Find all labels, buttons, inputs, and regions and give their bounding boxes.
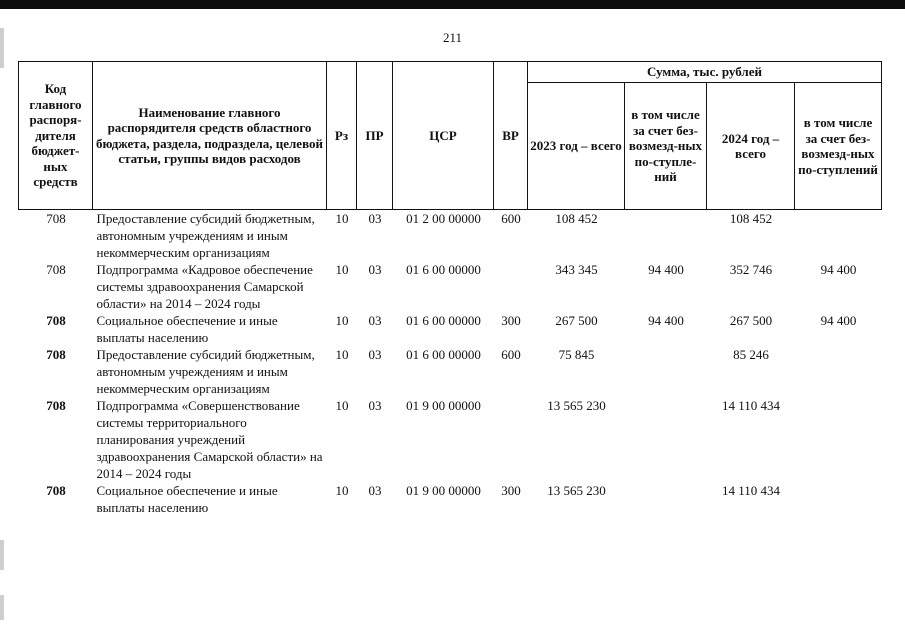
row-rz: 10 (335, 211, 349, 226)
header-vr: ВР (494, 62, 528, 210)
row-2024-total: 85 246 (733, 347, 769, 362)
row-pr: 03 (368, 262, 382, 277)
row-vr: 300 (501, 483, 521, 498)
header-sum-group: Сумма, тыс. рублей (528, 62, 882, 83)
header-2024-free: в том числе за счет без-возмезд-ных по-ступлений (795, 83, 882, 210)
row-2024-total: 108 452 (729, 211, 773, 226)
row-rz: 10 (335, 313, 349, 328)
header-pr: ПР (357, 62, 393, 210)
row-2024-total: 267 500 (729, 313, 773, 328)
row-csr: 01 6 00 00000 (406, 313, 481, 328)
row-pr: 03 (368, 313, 382, 328)
header-2023-free: в том числе за счет без-возмезд-ных по-ступле-ний (625, 83, 707, 210)
budget-table (18, 61, 882, 516)
row-code: 708 (46, 313, 66, 328)
row-pr: 03 (368, 398, 382, 413)
row-name: Социальное обеспечение и иные выплаты населению (96, 313, 278, 345)
table-row (19, 397, 882, 482)
table-row (19, 261, 882, 312)
row-2024-free (795, 482, 882, 516)
row-2024-total: 352 746 (729, 262, 773, 277)
row-rz: 10 (335, 483, 349, 498)
row-vr: 600 (501, 347, 521, 362)
row-rz: 10 (335, 347, 349, 362)
row-2024-free (795, 397, 882, 482)
row-2023-free (625, 210, 707, 262)
row-code: 708 (46, 347, 66, 362)
row-2023-free (625, 397, 707, 482)
row-name: Социальное обеспечение и иные выплаты населению (96, 483, 278, 515)
row-2024-total: 14 110 434 (721, 483, 781, 498)
row-2023-total: 267 500 (555, 313, 598, 328)
scan-edge-mark (0, 540, 4, 570)
row-csr: 01 6 00 00000 (406, 347, 481, 362)
row-2023-total: 13 565 230 (547, 483, 606, 498)
row-2023-total: 75 845 (558, 347, 595, 362)
table-row (19, 482, 882, 516)
row-vr (494, 397, 528, 482)
header-2024-total: 2024 год – всего (707, 83, 795, 210)
row-csr: 01 6 00 00000 (406, 262, 481, 277)
row-2024-free: 94 400 (820, 313, 857, 328)
row-pr: 03 (368, 211, 382, 226)
row-name: Подпрограмма «Совершенствование системы территориального планирования учреждений здравоохранения Самарской области» на 2014 – 2024 годы (96, 398, 323, 481)
row-code: 708 (46, 398, 66, 413)
row-2023-total: 108 452 (555, 211, 598, 226)
row-name: Подпрограмма «Кадровое обеспечение системы здравоохранения Самарской области» на 2014 – 2024 годы (96, 262, 313, 311)
row-code: 708 (46, 262, 66, 277)
budget-table-container (18, 61, 882, 516)
row-vr: 300 (501, 313, 521, 328)
row-2024-free: 94 400 (820, 262, 857, 277)
row-pr: 03 (368, 483, 382, 498)
row-2024-total: 14 110 434 (721, 398, 781, 413)
row-2024-free (795, 210, 882, 262)
row-csr: 01 9 00 00000 (406, 398, 481, 413)
page-number: 211 (442, 30, 463, 45)
row-2023-free (625, 346, 707, 397)
header-csr: ЦСР (393, 62, 494, 210)
row-name: Предоставление субсидий бюджетным, автономным учреждениям и иным некоммерческим организациям (96, 347, 315, 396)
table-row (19, 346, 882, 397)
row-2023-total: 13 565 230 (547, 398, 606, 413)
row-2024-free (795, 346, 882, 397)
row-csr: 01 2 00 00000 (406, 211, 481, 226)
row-csr: 01 9 00 00000 (406, 483, 481, 498)
table-header-row (19, 62, 882, 83)
scan-top-edge (0, 0, 905, 9)
header-code: Код главного распоря-дителя бюджет-ных средств (19, 62, 93, 210)
row-vr (494, 261, 528, 312)
table-row (19, 312, 882, 346)
row-2023-total: 343 345 (555, 262, 598, 277)
header-2023-total: 2023 год – всего (528, 83, 625, 210)
row-pr: 03 (368, 347, 382, 362)
row-2023-free: 94 400 (648, 313, 684, 328)
table-row (19, 210, 882, 262)
row-code: 708 (46, 483, 66, 498)
row-2023-free: 94 400 (648, 262, 684, 277)
row-rz: 10 (335, 398, 349, 413)
row-rz: 10 (335, 262, 349, 277)
row-name: Предоставление субсидий бюджетным, автономным учреждениям и иным некоммерческим организациям (96, 211, 315, 260)
row-code: 708 (46, 211, 66, 226)
header-name: Наименование главного распорядителя средств областного бюджета, раздела, подраздела, целевой статьи, группы видов расходов (93, 62, 327, 210)
header-rz: Рз (327, 62, 357, 210)
table-body (19, 210, 882, 517)
scan-edge-mark (0, 595, 4, 620)
row-vr: 600 (501, 211, 521, 226)
row-2023-free (625, 482, 707, 516)
